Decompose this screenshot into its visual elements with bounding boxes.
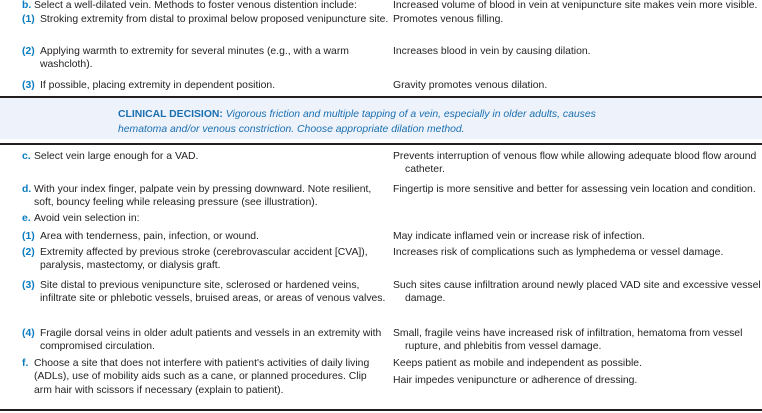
rationale-c: Prevents interruption of venous flow while allowing adequate blood flow around catheter. [393,151,757,176]
substep-number: (3) [22,280,35,291]
rationale-e3: Such sites cause infiltration around newly placed VAD site and excessive vessel damage. [393,280,761,305]
step-e4 [22,327,392,354]
step-e2 [22,246,392,273]
rationale-e2: Increases risk of complications such as lymphedema or vessel damage. [393,247,724,258]
clinical-decision-text [118,107,658,137]
rationale-e4: Small, fragile veins have increased risk of infiltration, hematoma from vessel rupture, and phlebitis from vessel damage. [393,328,743,353]
rationale-b1: Promotes venous filling. [393,14,504,25]
step-letter: e. [22,213,31,224]
rationale-b3: Gravity promotes venous dilation. [393,80,548,91]
substep-number: (1) [22,14,35,25]
substep-text: Area with tenderness, pain, infection, or wound. [40,231,259,242]
substep-text: Stroking extremity from distal to proximal below proposed venipuncture site. [40,14,389,25]
substep-number: (3) [22,80,35,91]
divider [0,143,762,145]
step-text: Choose a site that does not interfere with patient's activities of daily living (ADLs), use of mobility aids such as a cane, or planned procedures. Clip arm hair with scissors if necessary (explain to patient). [34,358,370,396]
bottom-divider [0,409,762,411]
step-text: Select a well-dilated vein. Methods to foster venous distention include: [34,0,357,11]
step-text: Select vein large enough for a VAD. [34,151,199,162]
step-letter: d. [22,184,32,195]
step-b2 [22,45,392,72]
substep-text: Site distal to previous venipuncture site, sclerosed or hardened veins, infiltrate site or phlebotic vessels, bruised areas, or areas of venous valves. [40,280,386,305]
step-b3 [22,79,392,92]
substep-number: (2) [22,247,35,258]
step-e [22,212,386,225]
step-text: With your index finger, palpate vein by pressing downward. Note resilient, soft, bouncy feeling while releasing pressure (see illustration). [34,184,372,209]
step-e3 [22,279,392,306]
rationale-d: Fingertip is more sensitive and better for assessing vein location and condition. [393,184,756,195]
step-letter: b. [22,0,32,11]
step-letter: c. [22,151,31,162]
clinical-decision-line2: hematoma and/or venous constriction. Choose appropriate dilation method. [118,124,465,135]
clinical-decision-line1: Vigorous friction and multiple tapping of a vein, especially in older adults, causes [225,109,596,120]
rationale-b: Increased volume of blood in vein at venipuncture site makes vein more visible. [393,0,758,11]
substep-text: Extremity affected by previous stroke (cerebrovascular accident [CVA]), paralysis, mastectomy, or dialysis graft. [40,247,368,272]
step-c [22,150,386,163]
step-e1 [22,230,392,243]
rationale-f: Keeps patient as mobile and independent as possible. [393,358,642,369]
step-letter: f. [22,358,29,369]
step-b1 [22,13,392,26]
substep-number: (2) [22,46,35,57]
substep-number: (4) [22,328,35,339]
rationale-f-2: Hair impedes venipuncture or adherence of dressing. [393,375,638,386]
substep-text: Applying warmth to extremity for several minutes (e.g., with a warm washcloth). [40,46,349,71]
substep-number: (1) [22,231,35,242]
step-d [22,183,386,210]
substep-text: If possible, placing extremity in dependent position. [40,80,276,91]
substep-text: Fragile dorsal veins in older adult patients and vessels in an extremity with compromised circulation. [40,328,382,353]
rationale-e1: May indicate inflamed vein or increase risk of infection. [393,231,645,242]
clinical-decision-label: CLINICAL DECISION: [118,109,223,120]
step-b [22,0,386,12]
rationale-b2: Increases blood in vein by causing dilation. [393,46,591,57]
step-f [22,357,386,397]
step-text: Avoid vein selection in: [34,213,140,224]
